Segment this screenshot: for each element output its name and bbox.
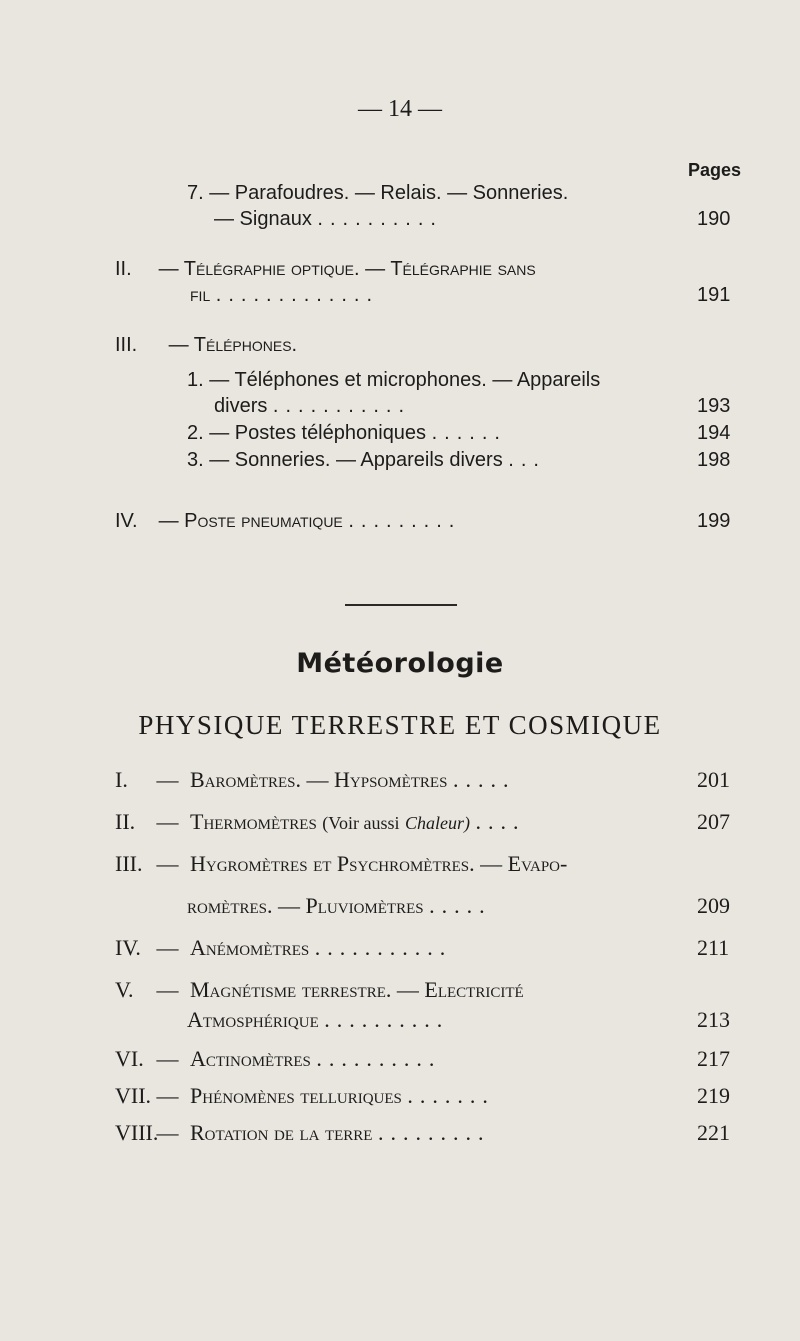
section-divider — [345, 604, 457, 606]
pages-column-label: Pages — [688, 160, 742, 180]
toc-entry-7-cont: — Signaux .......... — [214, 208, 443, 230]
page-ref: 219 — [697, 1083, 730, 1108]
page-ref: 194 — [697, 422, 731, 444]
page-ref: 198 — [697, 449, 731, 471]
toc-entry-2: 2. — Postes téléphoniques ...... — [187, 422, 507, 444]
page-number: — 14 — — [358, 96, 442, 122]
toc-entry-1-cont: divers ........... — [214, 395, 412, 417]
page-ref: 191 — [697, 284, 731, 306]
toc-entry-II-cont: fil ............. — [190, 284, 380, 306]
toc-entry-II-thermometres: II. — Thermomètres (Voir aussi Chaleur) .... — [115, 809, 526, 834]
toc-entry-VIII-rotation: VIII. — Rotation de la terre ......... — [115, 1120, 491, 1145]
toc-entry-IV-poste: IV. — Poste pneumatique ......... — [115, 510, 462, 532]
page-ref: 221 — [697, 1120, 730, 1145]
page-ref: 211 — [697, 935, 730, 960]
toc-entry-7: 7. — Parafoudres. — Relais. — Sonneries. — [187, 182, 569, 204]
section-title: Météorologie — [296, 648, 504, 679]
page-ref: 193 — [697, 395, 731, 417]
toc-entry-VI-actinometres: VI. — Actinomètres .......... — [115, 1046, 442, 1071]
page-ref: 209 — [697, 893, 730, 918]
page-ref: 190 — [697, 208, 731, 230]
section-subtitle: PHYSIQUE TERRESTRE ET COSMIQUE — [138, 710, 662, 740]
toc-entry-V-cont: Atmosphérique .......... — [187, 1007, 450, 1032]
toc-entry-III-cont: romètres. — Pluviomètres ..... — [187, 893, 492, 918]
page-ref: 213 — [697, 1007, 730, 1032]
toc-entry-IV-anemometres: IV. — Anémomètres ........... — [115, 935, 453, 960]
page-ref: 207 — [697, 809, 730, 834]
toc-entry-VII-phenomenes: VII. — Phénomènes telluriques ....... — [115, 1083, 495, 1108]
page-ref: 199 — [697, 510, 731, 532]
toc-entry-II-telegraphie: II. — Télégraphie optique. — Télégraphie sans — [115, 258, 536, 280]
toc-entry-3: 3. — Sonneries. — Appareils divers ... — [187, 449, 546, 471]
page-ref: 217 — [697, 1046, 730, 1071]
toc-entry-III-hygrometres: III. — Hygromètres et Psychromètres. — Evapo- — [115, 851, 568, 876]
toc-entry-III-telephones: III. — Téléphones. — [115, 334, 298, 356]
page-ref: 201 — [697, 767, 730, 792]
toc-entry-V-magnetisme: V. — Magnétisme terrestre. — Electricité — [115, 977, 524, 1002]
toc-entry-I-barometres: I. — Baromètres. — Hypsomètres ..... — [115, 767, 516, 792]
toc-entry-1: 1. — Téléphones et microphones. — Appareils — [187, 369, 601, 391]
